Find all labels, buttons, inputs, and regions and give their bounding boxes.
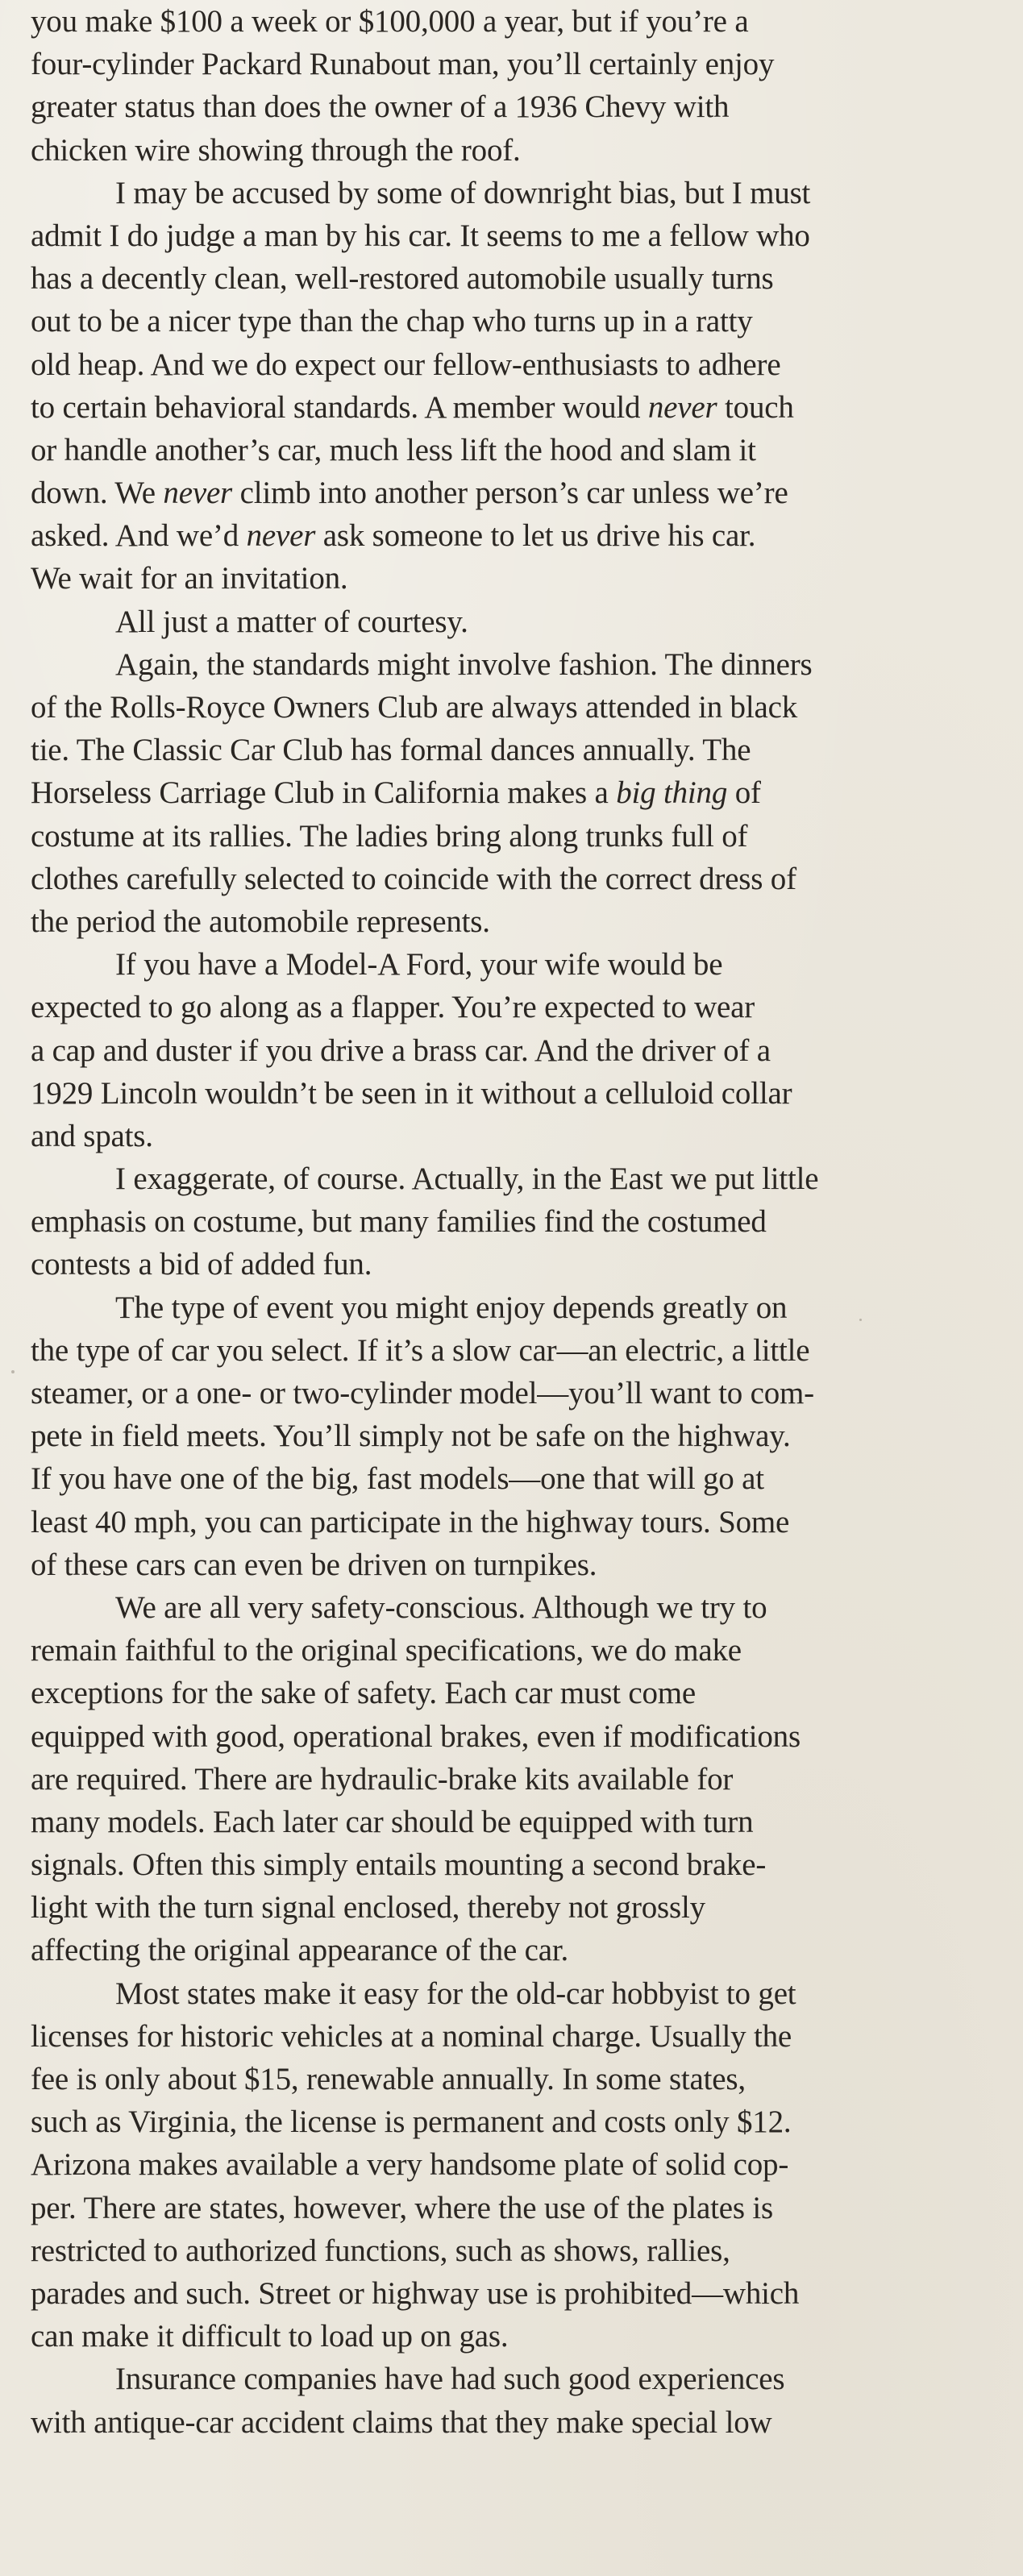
text-line [31, 429, 998, 472]
text-line [31, 1672, 998, 1714]
text-line [31, 214, 998, 257]
text-run: Insurance companies have had such good experiences [115, 2362, 785, 2397]
text-run: Most states make it easy for the old-car hobbyist to get [115, 1976, 796, 2011]
text-line [31, 172, 998, 214]
text-line [31, 943, 998, 986]
text-run: of the Rolls-Royce Owners Club are always attended in black [31, 690, 798, 725]
text-run: The type of event you might enjoy depends greatly on [115, 1290, 788, 1325]
text-line [31, 1629, 998, 1672]
text-run: such as Virginia, the license is permanent and costs only $12. [31, 2104, 792, 2140]
text-run: the period the automobile represents. [31, 904, 490, 939]
text-line [31, 472, 998, 514]
text-line [31, 1457, 998, 1500]
text-run: a cap and duster if you drive a brass car. And the driver of a [31, 1032, 771, 1068]
text-line [31, 858, 998, 900]
text-line [31, 557, 998, 600]
text-run: out to be a nicer type than the chap who turns up in a ratty [31, 304, 753, 339]
italic-text-run: never [246, 518, 316, 554]
text-line [31, 1243, 998, 1286]
text-line [31, 1501, 998, 1544]
text-run: pete in field meets. You’ll simply not be safe on the highway. [31, 1419, 791, 1454]
text-run: climb into another person’s car unless we’re [232, 476, 788, 511]
text-run: I exaggerate, of course. Actually, in the East we put little [115, 1161, 819, 1197]
text-run: restricted to authorized functions, such as shows, rallies, [31, 2233, 730, 2268]
italic-text-run: big thing [616, 775, 728, 811]
article-body-text [31, 0, 998, 2444]
text-run: and spats. [31, 1118, 153, 1153]
text-line [31, 85, 998, 128]
text-line [31, 1072, 998, 1115]
text-line [31, 986, 998, 1028]
text-line [31, 2015, 998, 2058]
text-run: the type of car you select. If it’s a slow car—an electric, a little [31, 1332, 810, 1368]
text-run: with antique-car accident claims that they make special low [31, 2404, 772, 2440]
text-line [31, 1843, 998, 1886]
text-run: All just a matter of courtesy. [115, 604, 468, 639]
text-run: I may be accused by some of downright bias, but I must [115, 175, 811, 210]
text-run: signals. Often this simply entails mounting a second brake- [31, 1847, 767, 1883]
text-run: emphasis on costume, but many families find the costumed [31, 1204, 767, 1240]
text-line [31, 1157, 998, 1200]
text-run: costume at its rallies. The ladies bring along trunks full of [31, 818, 748, 854]
text-run: are required. There are hydraulic-brake kits available for [31, 1761, 734, 1797]
text-line [31, 1715, 998, 1758]
text-line [31, 2401, 998, 2444]
text-run: touch [717, 389, 794, 425]
text-line [31, 343, 998, 386]
text-line [31, 129, 998, 172]
text-line [31, 2187, 998, 2229]
italic-text-run: never [163, 476, 233, 511]
text-run: affecting the original appearance of the car. [31, 1933, 569, 1968]
text-line [31, 2315, 998, 2358]
text-run: least 40 mph, you can participate in the highway tours. Some [31, 1504, 790, 1539]
text-line [31, 2272, 998, 2315]
text-line [31, 1200, 998, 1243]
text-line [31, 2058, 998, 2100]
text-line [31, 1286, 998, 1329]
italic-text-run: never [647, 389, 717, 425]
text-line [31, 1586, 998, 1629]
text-run: We wait for an invitation. [31, 561, 348, 596]
text-run: or handle another’s car, much less lift the hood and slam it [31, 432, 756, 467]
text-line [31, 2229, 998, 2272]
text-run: chicken wire showing through the roof. [31, 132, 521, 168]
text-line [31, 2143, 998, 2186]
text-run: contests a bid of added fun. [31, 1247, 372, 1282]
text-line [31, 1801, 998, 1843]
text-line [31, 1972, 998, 2015]
text-run: has a decently clean, well-restored automobile usually turns [31, 261, 774, 297]
text-run: can make it difficult to load up on gas. [31, 2319, 509, 2354]
text-run: of [727, 775, 761, 811]
text-run: Arizona makes available a very handsome plate of solid cop- [31, 2147, 789, 2183]
text-run: If you have a Model-A Ford, your wife would be [115, 947, 723, 983]
text-run: many models. Each later car should be equipped with turn [31, 1804, 754, 1839]
text-line [31, 686, 998, 729]
text-line [31, 1886, 998, 1929]
text-run: you make $100 a week or $100,000 a year, but if you’re a [31, 4, 749, 39]
text-line [31, 1929, 998, 1971]
text-line [31, 1029, 998, 1072]
text-run: to certain behavioral standards. A member would [31, 389, 648, 425]
text-line [31, 0, 998, 43]
text-run: admit I do judge a man by his car. It seems to me a fellow who [31, 218, 810, 253]
text-run: We are all very safety-conscious. Although we try to [115, 1589, 767, 1625]
text-run: ask someone to let us drive his car. [315, 518, 756, 554]
text-line [31, 2358, 998, 2400]
text-line [31, 300, 998, 343]
text-run: light with the turn signal enclosed, thereby not grossly [31, 1890, 705, 1926]
text-run: tie. The Classic Car Club has formal dances annually. The [31, 733, 751, 768]
text-line [31, 514, 998, 557]
text-run: per. There are states, however, where the use of the plates is [31, 2190, 773, 2225]
text-line [31, 600, 998, 643]
text-run: of these cars can even be driven on turnpikes. [31, 1547, 597, 1582]
text-run: four-cylinder Packard Runabout man, you’ll certainly enjoy [31, 47, 775, 82]
text-line [31, 1115, 998, 1157]
paper-speck [859, 1319, 862, 1321]
text-run: clothes carefully selected to coincide with the correct dress of [31, 861, 796, 896]
text-run: old heap. And we do expect our fellow-enthusiasts to adhere [31, 347, 781, 382]
text-run: steamer, or a one- or two-cylinder model—you’ll want to com- [31, 1376, 814, 1411]
text-line [31, 43, 998, 85]
text-run: fee is only about $15, renewable annually. In some states, [31, 2062, 746, 2096]
text-line [31, 729, 998, 771]
text-line [31, 1544, 998, 1586]
text-line [31, 643, 998, 686]
text-run: licenses for historic vehicles at a nominal charge. Usually the [31, 2018, 792, 2054]
text-run: exceptions for the sake of safety. Each car must come [31, 1676, 697, 1711]
text-run: asked. And we’d [31, 518, 247, 554]
text-run: expected to go along as a flapper. You’re expected to wear [31, 990, 755, 1025]
text-run: If you have one of the big, fast models—one that will go at [31, 1461, 764, 1497]
text-line [31, 1758, 998, 1801]
text-line [31, 900, 998, 943]
text-line [31, 386, 998, 429]
text-run: remain faithful to the original specifications, we do make [31, 1633, 742, 1668]
text-line [31, 257, 998, 300]
text-line [31, 815, 998, 858]
text-run: Again, the standards might involve fashion. The dinners [115, 646, 813, 682]
text-run: 1929 Lincoln wouldn’t be seen in it without a celluloid collar [31, 1075, 792, 1111]
text-run: down. We [31, 476, 164, 511]
text-line [31, 1415, 998, 1457]
text-run: parades and such. Street or highway use is prohibited—which [31, 2275, 800, 2311]
text-run: equipped with good, operational brakes, even if modifications [31, 1718, 801, 1754]
text-run: Horseless Carriage Club in California makes a [31, 775, 617, 811]
text-line [31, 1372, 998, 1415]
text-line [31, 2100, 998, 2143]
text-line [31, 1329, 998, 1372]
text-line [31, 771, 998, 814]
text-run: greater status than does the owner of a 1936 Chevy with [31, 89, 730, 125]
paper-speck [11, 1370, 15, 1373]
